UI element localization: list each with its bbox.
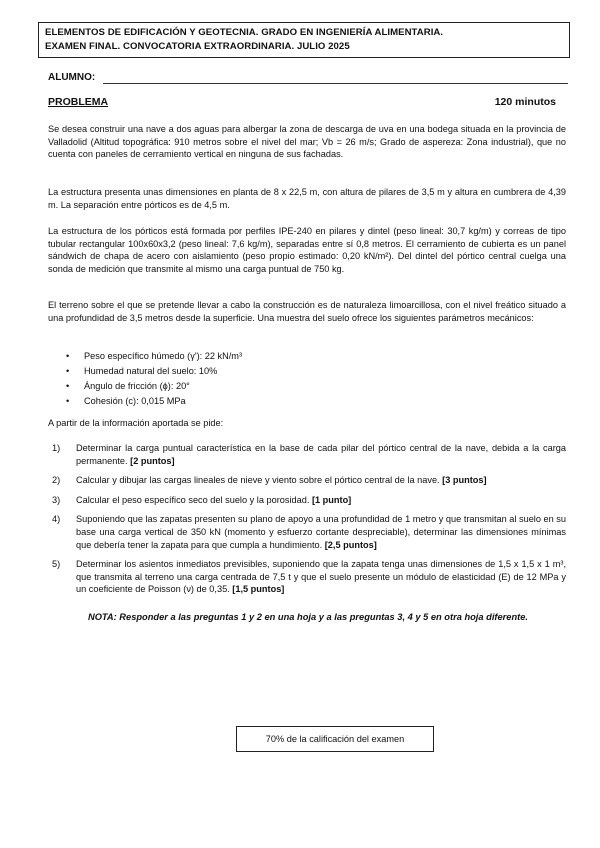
list-item: • Ángulo de fricción (ϕ): 20° [66, 379, 242, 394]
question-points: [1 punto] [311, 494, 352, 505]
question-text: Suponiendo que las zapatas presenten su plano de apoyo a una profundidad de 1 metro y que transmitan al suelo en su base una carga vertical de 350 kN (momento y esfuerzo cortante despreciable), determinar las dimensiones mínimas que debería tener la zapata para que cumpla a hundimiento. [76, 514, 566, 550]
questions-list [50, 442, 566, 603]
question-number: 3) [52, 494, 61, 505]
question-item [50, 494, 566, 507]
soil-parameters-list [66, 349, 242, 409]
question-number: 1) [52, 443, 61, 453]
question-item [50, 474, 566, 487]
question-points: [2,5 puntos] [324, 539, 377, 550]
question-item [50, 513, 566, 551]
list-item: • Peso específico húmedo (γ'): 22 kN/m³ [66, 349, 242, 364]
paragraph-structure: La estructura de los pórticos está formada por perfiles IPE-240 en pilares y dintel (peso lineal: 30,7 kg/m) y correas de tipo tubular rectangular 100x60x3,2 (peso lineal: 7,6 kg/m), separadas entre sí 0,8 metros. El cerramiento de cubierta es un panel sándwich de chapa de acero con aislamiento (peso propio estimado: 0,20 kN/m²). Del dintel del pórtico central cuelga una sonda de medición que transmite al mismo una carga puntual de 750 kg. [48, 226, 566, 274]
question-points: [2 puntos] [130, 455, 175, 466]
question-text: Determinar los asientos inmediatos previsibles, suponiendo que la zapata tenga unas dimensiones de 1,5 x 1,5 x 1 m³, que transmita al terreno una carga centrada de 7,5 t y que el suelo presente un módulo de elasticidad (E) de 12 MPa y un coeficiente de Poisson (ν) de 0,35. [76, 559, 566, 595]
question-number: 5) [52, 559, 61, 570]
problem-title: PROBLEMA [48, 96, 109, 108]
exam-duration: 120 minutos [494, 96, 556, 108]
paragraph-soil: El terreno sobre el que se pretende llevar a cabo la construcción es de naturaleza limoarcillosa, con el nivel freático situado a una profundidad de 3,5 metros desde la superficie. Una muestra del suelo ofrece los siguientes parámetros mecánicos: [48, 300, 566, 323]
question-points: [3 puntos] [442, 475, 487, 486]
question-item [50, 558, 566, 596]
exam-header [38, 22, 570, 58]
student-name-line [103, 83, 568, 84]
header-line-1: ELEMENTOS DE EDIFICACIÓN Y GEOTECNIA. GRADO EN INGENIERÍA ALIMENTARIA. [45, 27, 444, 38]
questions-intro: A partir de la información aportada se pide: [48, 418, 224, 428]
question-text: Calcular el peso específico seco del suelo y la porosidad. [76, 494, 312, 505]
list-item: • Humedad natural del suelo: 10% [66, 364, 242, 379]
header-line-2: EXAMEN FINAL. CONVOCATORIA EXTRAORDINARIA. JULIO 2025 [45, 41, 350, 52]
question-item [50, 442, 566, 467]
question-text: Determinar la carga puntual característica en la base de cada pilar del pórtico central de la nave, debida a la carga permanente. [76, 443, 566, 466]
question-points: [1,5 puntos] [232, 584, 285, 595]
grade-weight-box: 70% de la calificación del examen [236, 726, 434, 752]
question-number: 2) [52, 475, 61, 486]
paragraph-context: Se desea construir una nave a dos aguas para albergar la zona de descarga de uva en una bodega situada en la provincia de Valladolid (Altitud topográfica: 910 metros sobre el nivel del mar; Vb = 26 m/s; Grado de aspereza: Zona industrial), que no cuenta con paneles de cerramiento vertical en ninguna de sus fachadas. [48, 124, 566, 160]
paragraph-dimensions: La estructura presenta unas dimensiones en planta de 8 x 22,5 m, con altura de pilares de 3,5 m y altura en cumbrera de 4,39 m. La separación entre pórticos es de 4,5 m. [48, 187, 566, 210]
list-item: • Cohesión (c): 0,015 MPa [66, 394, 242, 409]
student-name-row [48, 72, 568, 86]
question-number: 4) [52, 514, 61, 525]
answer-note: NOTA: Responder a las preguntas 1 y 2 en una hoja y a las preguntas 3, 4 y 5 en otra hoja diferente. [87, 612, 528, 622]
student-label: ALUMNO: [48, 72, 96, 83]
question-text: Calcular y dibujar las cargas lineales de nieve y viento sobre el pórtico central de la nave. [76, 475, 443, 486]
